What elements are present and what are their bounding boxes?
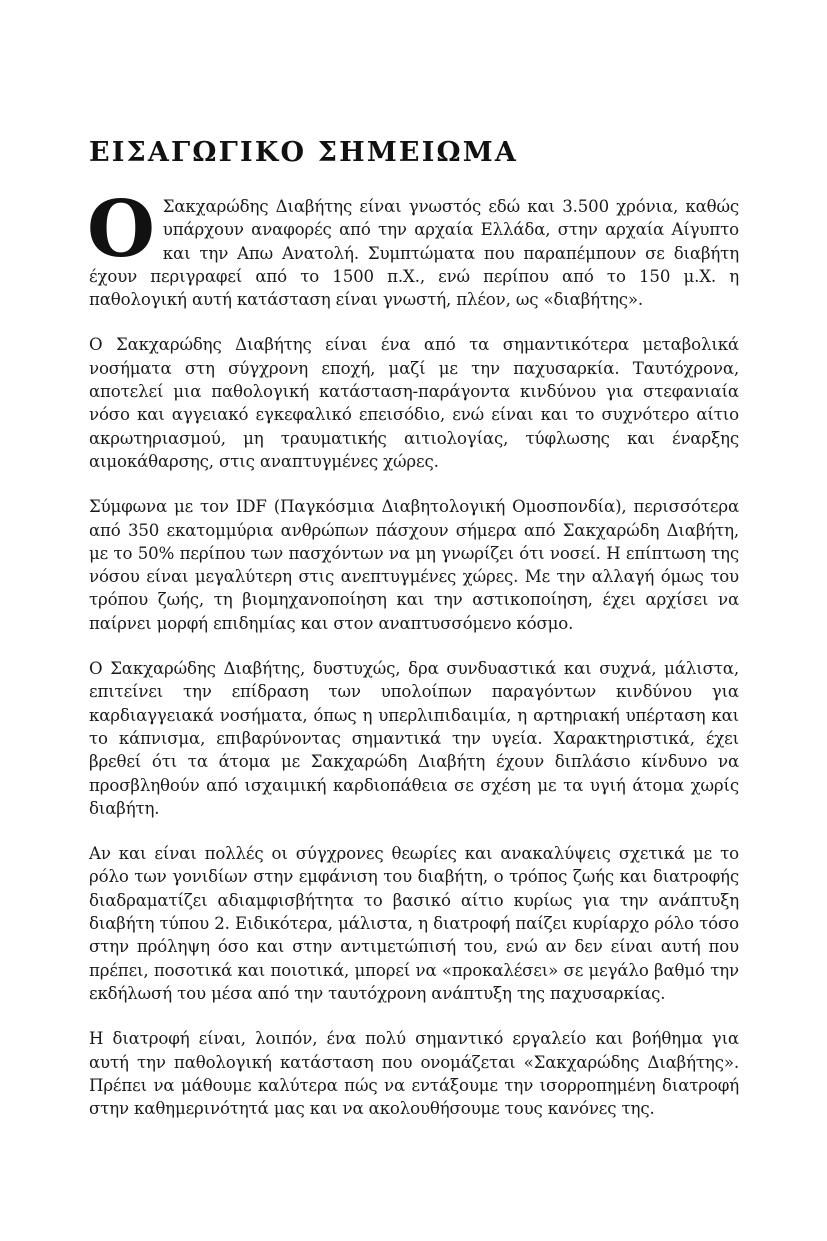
paragraph-6: Η διατροφή είναι, λοιπόν, ένα πολύ σημαντικό εργαλείο και βοήθημα για αυτή την παθολογική κατάσταση που ονομάζεται «Σακχαρώδης Διαβήτης». Πρέπει να μάθουμε καλύτερα πώς να εντάξουμε την ισορροπημένη διατροφή στην καθημερινότητά μας και να ακολουθήσουμε τους κανόνες της. xyxy=(89,1029,739,1119)
paragraph-4: Ο Σακχαρώδης Διαβήτης, δυστυχώς, δρα συνδυαστικά και συχνά, μάλιστα, επιτείνει την επίδραση των υπολοίπων παραγόντων κινδύνου για καρδιαγγειακά νοσήματα, όπως η υπερλιπιδαιμία, η αρτηριακή υπέρταση και το κάπνισμα, επιβαρύνοντας σημαντικά την υγεία. Χαρακτηριστικά, έχει βρεθεί ότι τα άτομα με Σακχαρώδη Διαβήτη έχουν διπλάσιο κίνδυνο να προσβληθούν από ισχαιμική καρδιοπάθεια σε σχέση με τα υγιή άτομα χωρίς διαβήτη. xyxy=(89,659,739,818)
paragraph-1-text: Σακχαρώδης Διαβήτης είναι γνωστός εδώ και 3.500 χρόνια, καθώς υπάρχουν αναφορές από την αρχαία Ελλάδα, στην αρχαία Αίγυπτο και την Απω Ανατολή. Συμπτώματα που παραπέμπουν σε διαβήτη έχουν περιγραφεί από το 1500 π.Χ., ενώ περίπου από το 150 μ.Χ. η παθολογική αυτή κατάσταση είναι γνωστή, πλέον, ως «διαβήτης». xyxy=(89,197,739,310)
paragraph-5: Αν και είναι πολλές οι σύγχρονες θεωρίες και ανακαλύψεις σχετικά με το ρόλο των γονιδίων στην εμφάνιση του διαβήτη, ο τρόπος ζωής και διατροφής διαδραματίζει αδιαμφισβήτητα το βασικό αίτιο κυρίως για την ανάπτυξη διαβήτη τύπου 2. Ειδικότερα, μάλιστα, η διατροφή παίζει κυρίαρχο ρόλο τόσο στην πρόληψη όσο και στην αντιμετώπισή του, ενώ αν δεν είναι αυτή που πρέπει, ποσοτικά και ποιοτικά, μπορεί να «προκαλέσει» σε μεγάλο βαθμό την εκδήλωσή του μέσα από την ταυτόχρονη ανάπτυξη της παχυσαρκίας. xyxy=(89,844,739,1003)
paragraph-1 xyxy=(87,184,739,311)
drop-cap: Ο xyxy=(87,184,155,275)
document-body xyxy=(87,184,739,1142)
page-title: ΕΙΣΑΓΩΓΙΚΟ ΣΗΜΕΙΩΜΑ xyxy=(89,137,519,168)
paragraph-2: Ο Σακχαρώδης Διαβήτης είναι ένα από τα σημαντικότερα μεταβολικά νοσήματα στη σύγχρονη εποχή, μαζί με την παχυσαρκία. Ταυτόχρονα, αποτελεί μια παθολογική κατάσταση-παράγοντα κινδύνου για στεφανιαία νόσο και αγγειακό εγκεφαλικό επεισόδιο, ενώ είναι και το συχνότερο αίτιο ακρωτηριασμού, μη τραυματικής αιτιολογίας, τύφλωσης και έναρξης αιμοκάθαρσης, στις αναπτυγμένες χώρες. xyxy=(89,335,739,471)
paragraph-3: Σύμφωνα με τον IDF (Παγκόσμια Διαβητολογική Ομοσπονδία), περισσότερα από 350 εκατομμύρια ανθρώπων πάσχουν σήμερα από Σακχαρώδη Διαβήτη, με το 50% περίπου των πασχόντων να μη γνωρίζει ότι νοσεί. Η επίπτωση της νόσου είναι μεγαλύτερη στις ανεπτυγμένες χώρες. Με την αλλαγή όμως του τρόπου ζωής, τη βιομηχανοποίηση και την αστικοποίηση, έχει αρχίσει να παίρνει μορφή επιδημίας και στον αναπτυσσόμενο κόσμο. xyxy=(89,497,739,633)
